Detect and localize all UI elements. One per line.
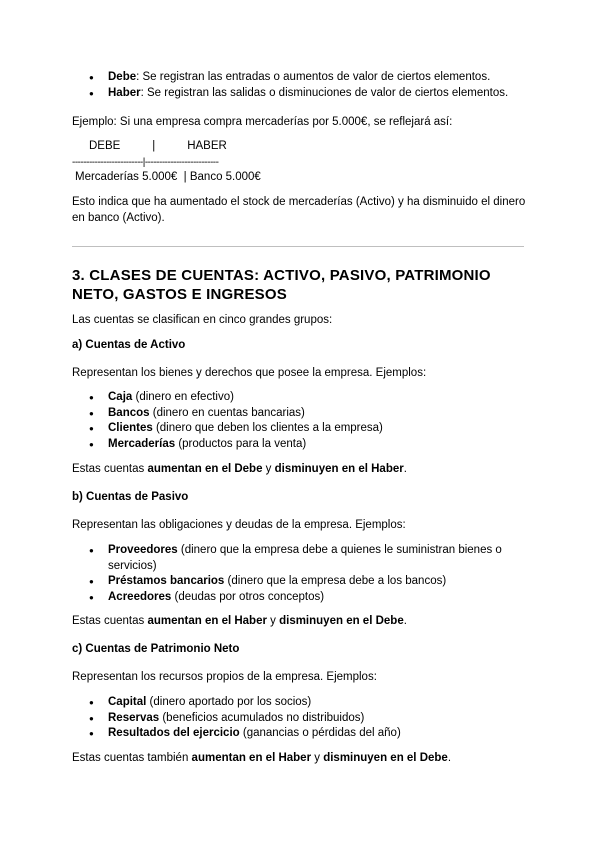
rule-text: Estas cuentas también <box>72 752 192 764</box>
patrimonio-heading: c) Cuentas de Patrimonio Neto <box>72 643 240 655</box>
list-item-text: (ganancias o pérdidas del año) <box>239 727 401 739</box>
rule-text: . <box>403 463 407 475</box>
rule-text: y <box>266 615 280 627</box>
pasivo-rule <box>72 614 527 630</box>
list-item-text: (dinero en efectivo) <box>132 391 234 403</box>
list-item-term: Caja <box>108 391 133 403</box>
list-item-term: Reservas <box>108 711 160 724</box>
list-item-text: (dinero que la empresa debe a quienes le suministran bienes o servicios) <box>108 544 502 572</box>
list-item-text: (productos para la venta) <box>175 437 307 450</box>
list-item <box>72 574 527 590</box>
list-item-term: Acreedores <box>108 590 172 603</box>
list-item <box>72 695 527 711</box>
list-item-term: Resultados del ejercicio <box>108 727 240 739</box>
rule-emphasis: disminuyen en el Debe <box>323 752 448 764</box>
list-item-text: : Se registran las salidas o disminuciones de valor de ciertos elementos. <box>140 86 509 99</box>
list-item <box>72 421 527 437</box>
rule-emphasis: aumentan en el Haber <box>191 752 312 764</box>
ledger-row: Mercaderías 5.000€ | Banco 5.000€ <box>75 171 261 183</box>
list-item-term: Mercaderías <box>108 437 176 450</box>
section-title: 3. CLASES DE CUENTAS: ACTIVO, PASIVO, PATRIMONIO NETO, GASTOS E INGRESOS <box>72 267 491 303</box>
pasivo-description: Representan las obligaciones y deudas de la empresa. Ejemplos: <box>72 519 406 531</box>
list-item-term: Préstamos bancarios <box>108 575 225 587</box>
section-intro: Las cuentas se clasifican en cinco grandes grupos: <box>72 314 333 326</box>
intro-bullet-list <box>72 70 527 101</box>
rule-text: Estas cuentas <box>72 615 148 627</box>
list-item <box>72 711 527 727</box>
list-item <box>72 590 527 606</box>
list-item-text: : Se registran las entradas o aumentos de valor de ciertos elementos. <box>136 71 491 83</box>
list-item <box>72 543 527 574</box>
activo-description: Representan los bienes y derechos que posee la empresa. Ejemplos: <box>72 367 427 379</box>
list-item-term: Capital <box>108 696 147 708</box>
list-item-term: Haber <box>108 86 141 99</box>
ledger-divider: -------------------------|-------------------------- <box>72 157 219 168</box>
activo-rule <box>72 462 527 478</box>
list-item <box>72 726 527 742</box>
list-item-text: (beneficios acumulados no distribuidos) <box>159 711 365 724</box>
list-item-term: Debe <box>108 71 137 83</box>
list-item-text: (dinero que la empresa debe a los bancos) <box>224 575 447 587</box>
example-paragraph: Ejemplo: Si una empresa compra mercaderías por 5.000€, se reflejará así: <box>72 116 453 128</box>
pasivo-heading: b) Cuentas de Pasivo <box>72 491 189 503</box>
rule-text: . <box>447 752 452 764</box>
list-item-text: (dinero en cuentas bancarias) <box>149 406 305 419</box>
rule-emphasis: aumentan en el Debe <box>147 463 263 475</box>
patrimonio-rule <box>72 751 527 767</box>
horizontal-divider <box>72 246 524 247</box>
rule-text: . <box>403 615 407 627</box>
list-item-text: (dinero aportado por los socios) <box>146 696 312 708</box>
patrimonio-description: Representan los recursos propios de la empresa. Ejemplos: <box>72 671 377 683</box>
list-item <box>72 390 527 406</box>
list-item-text: (dinero que deben los clientes a la empresa) <box>152 422 383 434</box>
patrimonio-list <box>72 695 527 742</box>
rule-emphasis: disminuyen en el Debe <box>279 615 404 627</box>
list-item-term: Proveedores <box>108 544 178 556</box>
list-item <box>72 406 527 422</box>
list-item <box>72 86 527 102</box>
explanation-paragraph: Esto indica que ha aumentado el stock de mercaderías (Activo) y ha disminuido el dinero en banco (Activo). <box>72 196 526 224</box>
rule-text: y <box>311 752 324 764</box>
list-item <box>72 437 527 453</box>
rule-text: y <box>262 463 275 475</box>
list-item-text: (deudas por otros conceptos) <box>171 590 325 603</box>
rule-text: Estas cuentas <box>72 463 148 475</box>
rule-emphasis: disminuyen en el Haber <box>274 463 404 475</box>
list-item-term: Clientes <box>108 422 153 434</box>
pasivo-list <box>72 543 527 605</box>
rule-emphasis: aumentan en el Haber <box>147 615 267 627</box>
activo-heading: a) Cuentas de Activo <box>72 339 186 351</box>
list-item-term: Bancos <box>108 406 150 419</box>
ledger-header: DEBE | HABER <box>89 140 227 152</box>
list-item <box>72 70 527 86</box>
activo-list <box>72 390 527 452</box>
